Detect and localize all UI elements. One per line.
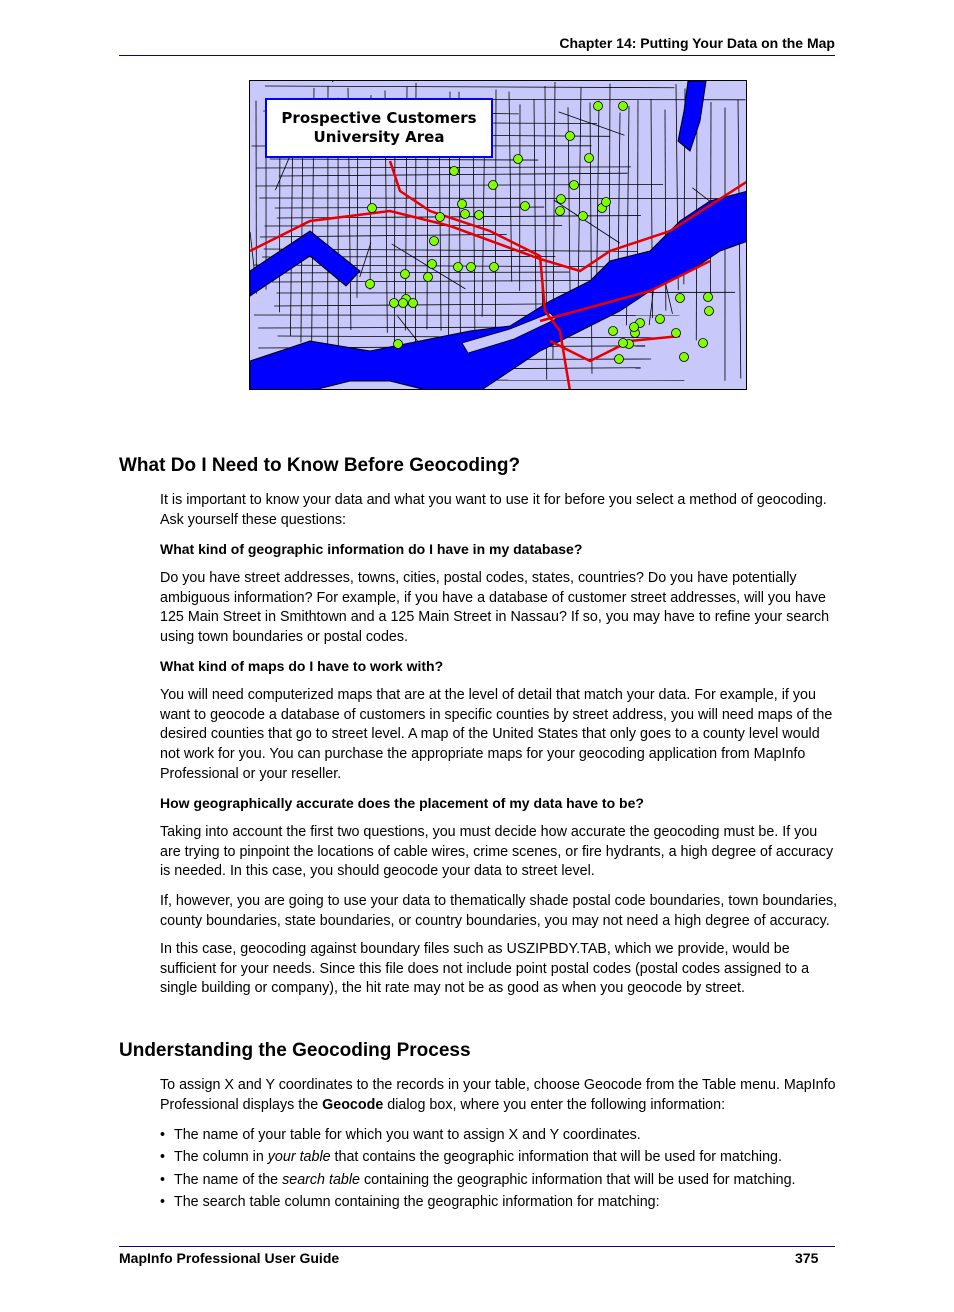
answer-2: You will need computerized maps that are at the level of detail that match your data. For example, if you want to geocode a database of customers in specific counties by street address, you will need maps of the desired counties that go to street level. A map of the United States that only goes to a county level would not work for you. You can purchase the appropriate maps for your geocoding application from MapInfo Professional or your reseller.: [160, 687, 833, 782]
bullet-2-emphasis: your table: [267, 1149, 331, 1166]
customer-marker: [609, 327, 618, 336]
footer-rule: [119, 1246, 835, 1247]
footer-title: MapInfo Professional User Guide: [119, 1250, 340, 1266]
question-2: What kind of maps do I have to work with?: [160, 658, 444, 674]
customer-marker: [680, 353, 689, 362]
bullet-2-text-end: that contains the geographic information that will be used for matching.: [330, 1149, 782, 1166]
page-number: 375: [795, 1250, 819, 1266]
list-item: • The name of the search table containing the geographic information that will be used for matching.: [160, 1171, 796, 1188]
paragraph-intro: It is important to know your data and what you want to use it for before you select a method of geocoding. Ask yourself these questions:: [160, 492, 827, 528]
customer-marker: [630, 323, 639, 332]
customer-marker: [394, 340, 403, 349]
bullet-2-text: The column in: [174, 1149, 268, 1166]
customer-marker: [619, 102, 628, 111]
customer-marker: [699, 339, 708, 348]
customer-marker: [656, 315, 665, 324]
customer-marker: [467, 263, 476, 272]
map-title-line1: Prospective Customers: [281, 109, 477, 127]
customer-marker: [619, 339, 628, 348]
running-header: Chapter 14: Putting Your Data on the Map: [559, 35, 835, 51]
list-item: • The column in your table that contains the geographic information that will be used for matching.: [160, 1149, 782, 1166]
customer-marker: [585, 154, 594, 163]
paragraph-process-intro: [160, 1076, 838, 1115]
bullet-3-text: The name of the: [174, 1171, 283, 1188]
customer-marker: [458, 200, 467, 209]
section-heading-geocoding: What Do I Need to Know Before Geocoding?: [119, 455, 521, 476]
customer-marker: [450, 167, 459, 176]
customer-marker: [428, 260, 437, 269]
section-heading-process: Understanding the Geocoding Process: [119, 1040, 471, 1061]
customer-marker: [521, 202, 530, 211]
answer-5: In this case, geocoding against boundary files such as USZIPBDY.TAB, which we provide, would be sufficient for your needs. Since this file does not include point postal codes (postal codes assigned to a single building or company), the hit rate may not be as good as when you geocode by street.: [160, 941, 810, 997]
customer-marker: [514, 155, 523, 164]
customer-marker: [489, 181, 498, 190]
bullet-3-emphasis: search table: [282, 1171, 360, 1188]
answer-3: Taking into account the first two questions, you must decide how accurate the geocoding must be. If you are trying to pinpoint the locations of cable wires, crime scenes, or fire hydrants, a high degree of accuracy is needed. In this case, you should geocode your data to street level.: [160, 824, 834, 880]
customer-marker: [672, 329, 681, 338]
bullet-4-text: The search table column containing the geographic information for matching:: [174, 1193, 660, 1210]
customer-marker: [676, 294, 685, 303]
map-title-line2: University Area: [313, 128, 445, 146]
customer-marker: [454, 263, 463, 272]
customer-marker: [401, 270, 410, 279]
river-channel-west: [250, 231, 360, 296]
customer-marker: [704, 293, 713, 302]
customer-marker: [409, 299, 418, 308]
customer-marker: [556, 207, 565, 216]
river: [250, 191, 747, 390]
question-3: How geographically accurate does the placement of my data have to be?: [160, 795, 644, 811]
list-item: • The search table column containing the geographic information for matching:: [160, 1193, 660, 1210]
map-image: [250, 81, 747, 390]
customer-marker: [570, 181, 579, 190]
bullet-list: [160, 1126, 840, 1215]
question-1: What kind of geographic information do I have in my database?: [160, 541, 583, 557]
header-rule: [119, 55, 835, 56]
answer-4: If, however, you are going to use your data to thematically shade postal code boundaries, town boundaries, county boundaries, state boundaries, or country boundaries, you may not need a high degree of accuracy.: [160, 893, 838, 929]
customer-marker: [368, 204, 377, 213]
bullet-1-text: The name of your table for which you want to assign X and Y coordinates.: [174, 1127, 641, 1143]
river-channel-north: [678, 81, 706, 151]
customer-marker: [436, 213, 445, 222]
customer-marker: [390, 299, 399, 308]
customer-marker: [430, 237, 439, 246]
customer-marker: [490, 263, 499, 272]
customer-marker: [399, 299, 408, 308]
customer-marker: [615, 355, 624, 364]
customer-marker: [366, 280, 375, 289]
customer-marker: [566, 132, 575, 141]
map-figure: [249, 80, 747, 390]
customer-marker: [594, 102, 603, 111]
customer-marker: [424, 273, 433, 282]
list-item: • The name of your table for which you want to assign X and Y coordinates.: [160, 1127, 641, 1143]
intro-text-2: dialog box, where you enter the following information:: [383, 1096, 726, 1113]
customer-marker: [461, 210, 470, 219]
customer-marker: [579, 212, 588, 221]
intro-text-1: To assign X and Y coordinates to the records in your table, choose Geocode from the Table menu. MapInfo Professional displays the: [160, 1077, 836, 1113]
customer-marker: [557, 195, 566, 204]
customer-marker: [602, 198, 611, 207]
customer-marker: [705, 307, 714, 316]
customer-marker: [475, 211, 484, 220]
bullet-3-text-end: containing the geographic information that will be used for matching.: [359, 1171, 796, 1188]
intro-bold-geocode: Geocode: [322, 1096, 384, 1113]
answer-1: Do you have street addresses, towns, cities, postal codes, states, countries? Do you have potentially ambiguous information? For example, if you have a database of customer street addresses, will you have 125 Main Street in Smithtown and a 125 Main Street in Nassau? If so, you may have to refine your search using town boundaries or postal codes.: [160, 570, 830, 646]
